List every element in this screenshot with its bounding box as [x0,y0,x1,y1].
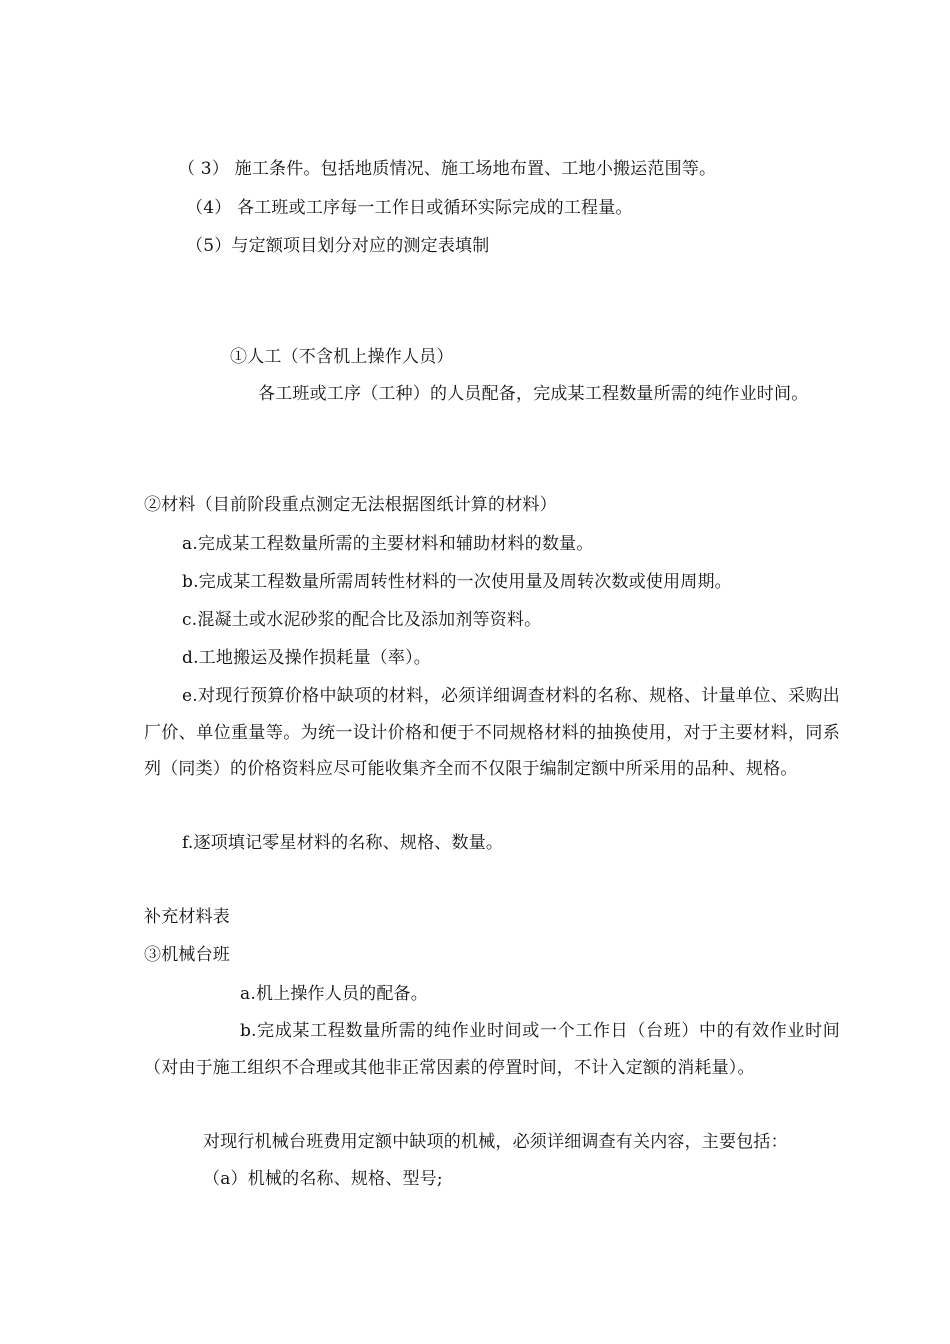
item-4: （4） 各工班或工序每一工作日或循环实际完成的工程量。 [186,198,633,218]
material-item-c: c.混凝土或水泥砂浆的配合比及添加剂等资料。 [182,610,542,630]
material-item-f: f.逐项填记零星材料的名称、规格、数量。 [182,833,504,853]
machine-subitem-a: （a）机械的名称、规格、型号; [203,1169,443,1189]
machine-item-b: b.完成某工程数量所需的纯作业时间或一个工作日（台班）中的有效作业时间（对由于施工组织不合理或其他非正常因素的停置时间，不计入定额的消耗量）。 [144,1021,840,1078]
material-item-e: e.对现行预算价格中缺项的材料，必须详细调查材料的名称、规格、计量单位、采购出厂价、单位重量等。为统一设计价格和便于不同规格材料的抽换使用，对于主要材料，同系列（同类）的价格资料应尽可能收集齐全而不仅限于编制定额中所采用的品种、规格。 [144,686,840,779]
material-item-d: d.工地搬运及操作损耗量（率）。 [182,648,431,668]
material-item-b: b.完成某工程数量所需周转性材料的一次使用量及周转次数或使用周期。 [182,572,732,592]
machine-item-a: a.机上操作人员的配备。 [240,984,428,1004]
material-item-a: a.完成某工程数量所需的主要材料和辅助材料的数量。 [182,534,594,554]
labor-text: 各工班或工序（工种）的人员配备，完成某工程数量所需的纯作业时间。 [258,384,809,404]
machine-missing-intro: 对现行机械台班费用定额中缺项的机械，必须详细调查有关内容，主要包括： [203,1132,788,1152]
item-3: （ 3） 施工条件。包括地质情况、施工场地布置、工地小搬运范围等。 [178,159,717,179]
item-5: （5）与定额项目划分对应的测定表填制 [186,236,490,256]
labor-heading: ①人工（不含机上操作人员） [230,347,454,367]
machine-heading: ③机械台班 [144,945,230,965]
material-heading: ②材料（目前阶段重点测定无法根据图纸计算的材料） [144,495,557,515]
supplement-table-title: 补充材料表 [144,907,230,927]
